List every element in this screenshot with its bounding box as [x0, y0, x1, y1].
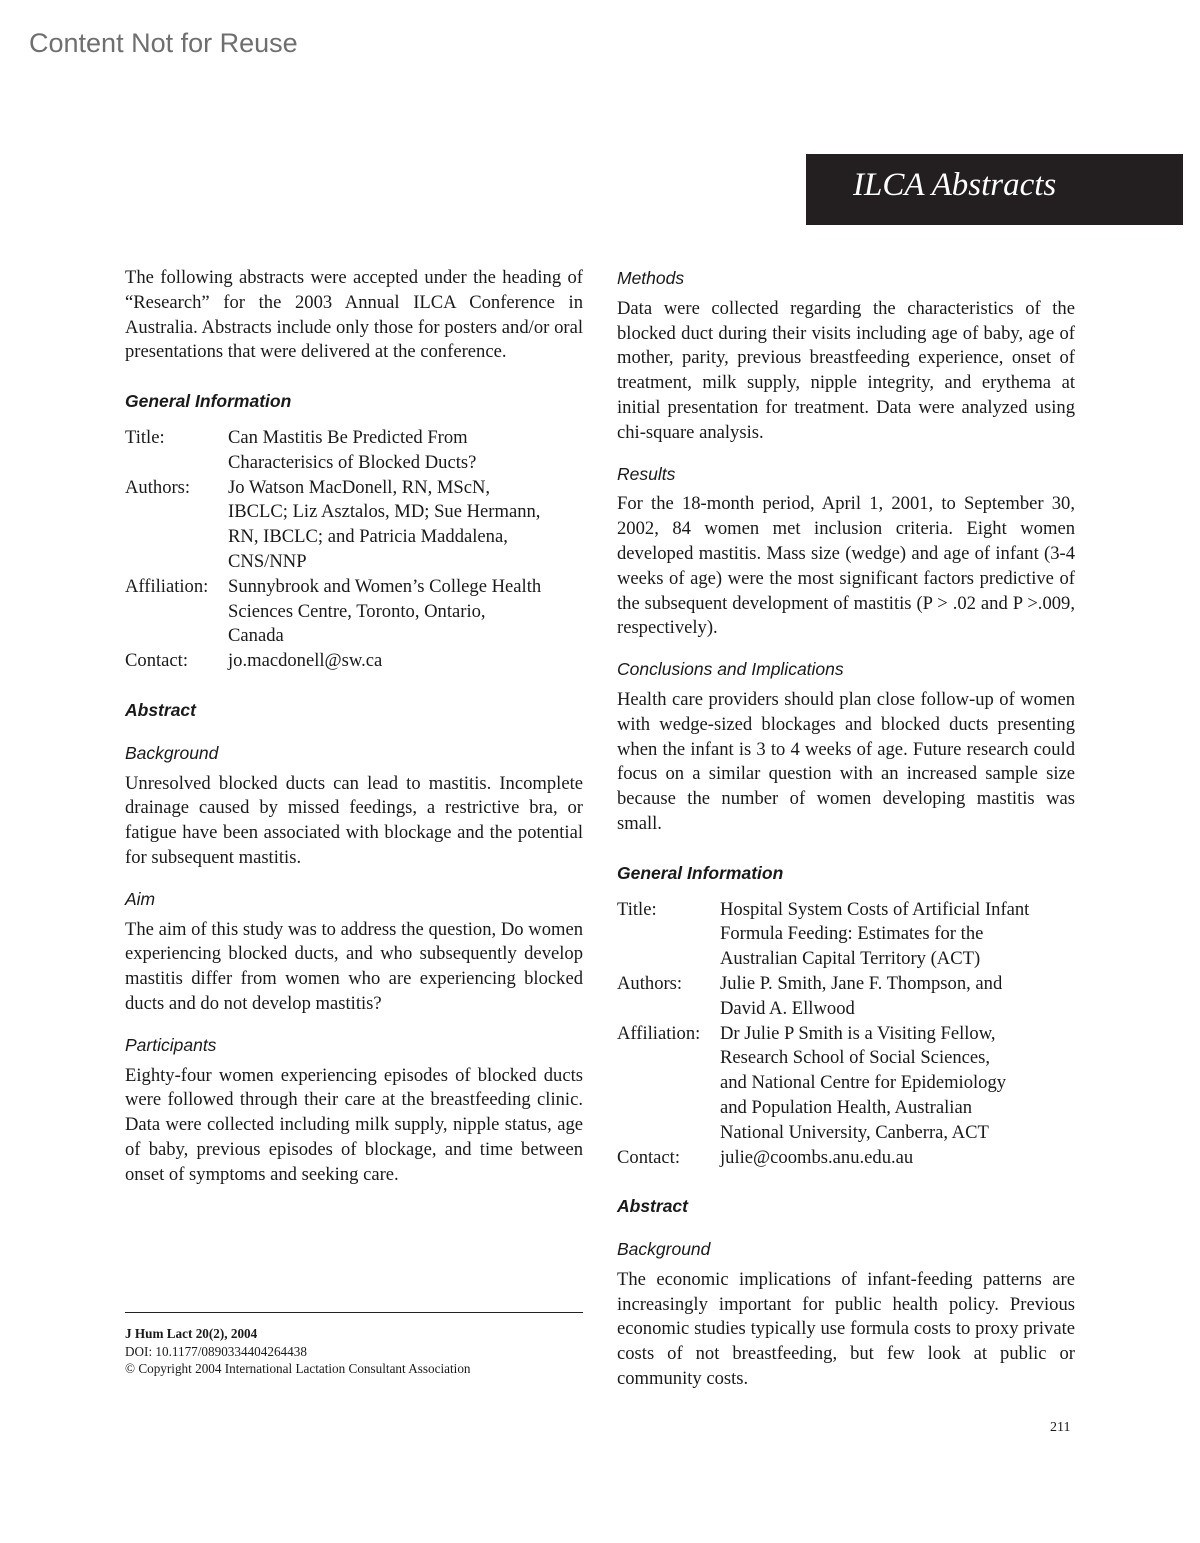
section-banner — [806, 154, 1183, 225]
title-label-2: Title: — [617, 898, 657, 920]
aim-heading: Aim — [125, 888, 156, 909]
abstract-authors: Jo Watson MacDonell, RN, MScN, IBCLC; Liz Asztalos, MD; Sue Hermann, RN, IBCLC; and Patricia Maddalena, CNS/NNP — [228, 476, 541, 572]
results-paragraph: For the 18-month period, April 1, 2001, to September 30, 2002, 84 women met inclusion criteria. Eight women developed mastitis. Mass size (wedge) and age of infant (3-4 weeks of age) were the most significant factors predictive of the subsequent development of mastitis (P > .02 and P >.009, respectively). — [617, 493, 1075, 639]
abstract-authors-2: Julie P. Smith, Jane F. Thompson, and David A. Ellwood — [720, 972, 1003, 1019]
general-info-heading: General Information — [125, 391, 292, 412]
participants-heading: Participants — [125, 1034, 217, 1055]
watermark: Content Not for Reuse — [29, 28, 298, 58]
general-info-heading-2: General Information — [617, 862, 784, 883]
title-label: Title: — [125, 426, 165, 448]
left-column — [125, 266, 583, 1188]
banner-title: ILCA Abstracts — [853, 167, 1057, 203]
results-heading: Results — [617, 463, 676, 484]
abstract-contact: jo.macdonell@sw.ca — [228, 650, 383, 672]
authors-label-2: Authors: — [617, 972, 683, 994]
abstract-affiliation: Sunnybrook and Women’s College Health Sciences Centre, Toronto, Ontario, Canada — [228, 575, 542, 647]
abstract-contact-2: julie@coombs.anu.edu.au — [720, 1146, 914, 1168]
intro-paragraph: The following abstracts were accepted under the heading of “Research” for the 2003 Annual ILCA Conference in Australia. Abstracts include only those for posters and/or oral presentations that were delivered at the conference. — [125, 267, 583, 363]
abstract-heading: Abstract — [125, 699, 196, 720]
authors-label: Authors: — [125, 476, 191, 498]
abstract-affiliation-2: Dr Julie P Smith is a Visiting Fellow, Research School of Social Sciences, and National Centre for Epidemiology and Population Health, Australian National University, Canberra, ACT — [720, 1022, 1007, 1143]
background-paragraph-2: The economic implications of infant-feeding patterns are increasingly important for public health policy. Previous economic studies typically use formula costs to proxy private costs of not breastfeeding, but few look at public or community costs. — [617, 1268, 1075, 1390]
conclusions-paragraph: Health care providers should plan close follow-up of women with wedge-sized blockages and blocked ducts presenting when the infant is 3 to 4 weeks of age. Future research could focus on a similar question with an increased sample size because the number of women developing mastitis was small. — [617, 688, 1075, 834]
background-paragraph: Unresolved blocked ducts can lead to mastitis. Incomplete drainage caused by missed feedings, a restrictive bra, or fatigue have been associated with blockage and the potential for subsequent mastitis. — [125, 772, 583, 868]
aim-paragraph: The aim of this study was to address the question, Do women experiencing blocked ducts, and who subsequently develop mastitis differ from women who are experiencing blocked ducts and do not develop mastitis? — [125, 918, 583, 1014]
methods-heading: Methods — [617, 268, 685, 288]
abstract-title-2: Hospital System Costs of Artificial Infant Formula Feeding: Estimates for the Australian Capital Territory (ACT) — [720, 898, 1030, 970]
journal-footer — [125, 1325, 471, 1378]
background-heading-2: Background — [617, 1239, 711, 1260]
affiliation-label: Affiliation: — [125, 575, 209, 597]
abstract-title: Can Mastitis Be Predicted From Characterisics of Blocked Ducts? — [228, 426, 477, 473]
right-column — [617, 266, 1075, 1392]
copyright: © Copyright 2004 International Lactation Consultant Association — [125, 1361, 471, 1376]
abstract-heading-2: Abstract — [617, 1196, 688, 1217]
participants-paragraph: Eighty-four women experiencing episodes of blocked ducts were followed through their care at the breastfeeding clinic. Data were collected including milk supply, nipple status, age of baby, previous episodes of blockage, and time between onset of symptoms and seeking care. — [125, 1064, 583, 1185]
footer-divider — [125, 1312, 583, 1313]
affiliation-label-2: Affiliation: — [617, 1022, 701, 1044]
doi: DOI: 10.1177/0890334404264438 — [125, 1343, 307, 1359]
methods-paragraph: Data were collected regarding the characteristics of the blocked duct during their visits including age of baby, age of mother, parity, previous breastfeeding experience, onset of treatment, milk supply, nipple integrity, and erythema at initial presentation for treatment. Data were analyzed using chi-square analysis. — [617, 297, 1075, 443]
journal-citation: J Hum Lact 20(2), 2004 — [125, 1326, 258, 1341]
general-info-table — [125, 426, 583, 674]
background-heading: Background — [125, 742, 219, 763]
contact-label: Contact: — [125, 650, 188, 672]
page-number: 211 — [1050, 1420, 1071, 1435]
conclusions-heading: Conclusions and Implications — [617, 659, 844, 680]
general-info-table-2 — [617, 898, 1075, 1171]
contact-label-2: Contact: — [617, 1146, 680, 1168]
